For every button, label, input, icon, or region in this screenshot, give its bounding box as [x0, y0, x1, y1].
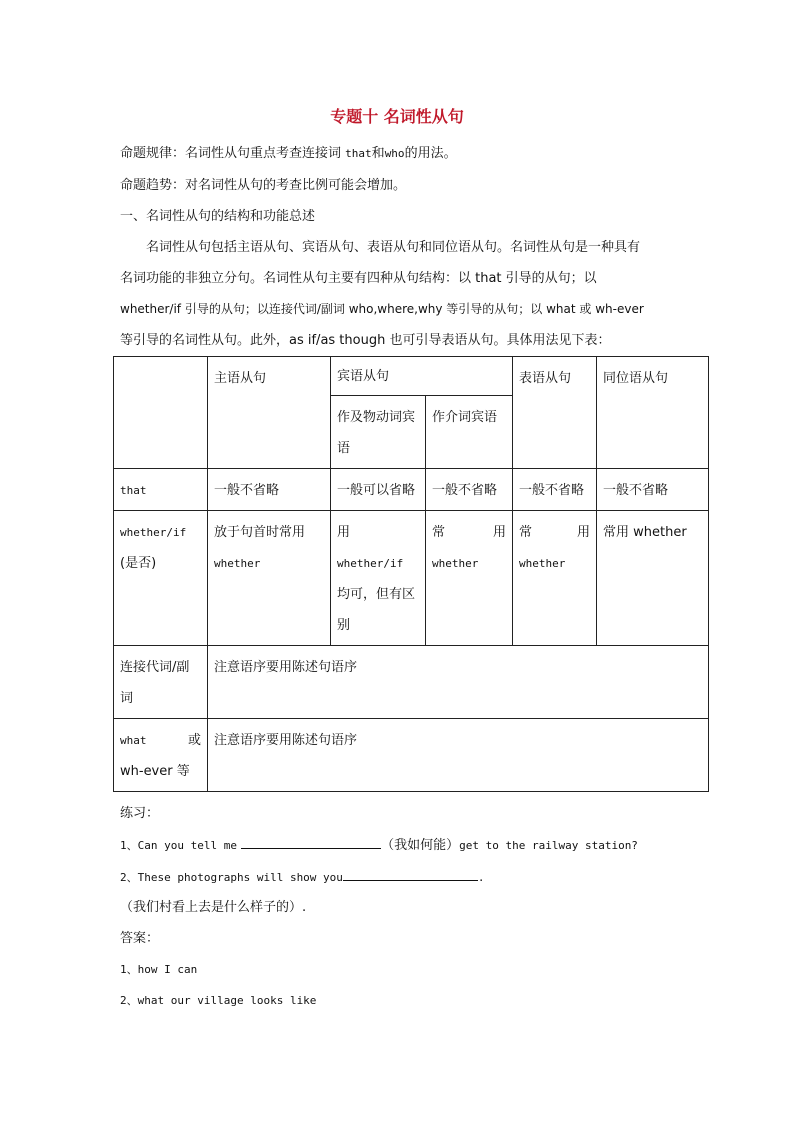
cell-object-prep	[426, 511, 513, 646]
row-label-line: wh-ever 等	[120, 764, 190, 779]
section-heading: 一、名词性从句的结构和功能总述	[120, 209, 316, 224]
cell-line: whether	[214, 557, 261, 570]
cell-word: 常	[519, 525, 533, 540]
table-row-connective	[114, 646, 709, 719]
table-row-that	[114, 469, 709, 511]
header-subject: 主语从句	[208, 357, 331, 469]
table-row-whether	[114, 511, 709, 646]
header-object-verb: 作及物动词宾语	[331, 396, 426, 469]
cell-object-prep: 一般不省略	[426, 469, 513, 511]
rule-text: 名词性从句重点考查连接词	[185, 146, 342, 161]
trend-line	[120, 177, 406, 195]
cell-note: 注意语序要用陈述句语序	[208, 646, 709, 719]
row-label: 连接代词/副词	[114, 646, 208, 719]
row-label-line	[120, 725, 201, 756]
question-text: 2、These photographs will show you	[120, 871, 343, 884]
rule-and: 和	[371, 146, 385, 161]
cell-predicative	[513, 511, 597, 646]
answer-blank[interactable]	[343, 868, 478, 881]
header-appositive: 同位语从句	[597, 357, 709, 469]
header-predicative: 表语从句	[513, 357, 597, 469]
cell-line: whether	[432, 557, 479, 570]
usage-table	[113, 356, 709, 792]
rule-end: 的用法。	[404, 146, 457, 161]
paragraph-line: 名词性从句包括主语从句、宾语从句、表语从句和同位语从句。名词性从句是一种具有	[146, 240, 641, 255]
cell-word: 用	[577, 525, 591, 540]
cell-line: 用	[337, 525, 351, 540]
header-object-prep: 作介词宾语	[426, 396, 513, 469]
rule-line	[120, 145, 457, 163]
table-row-what	[114, 719, 709, 792]
row-label-line: (是否)	[120, 556, 157, 571]
cell-line: whether	[519, 557, 566, 570]
question-2	[120, 868, 485, 887]
answer-blank[interactable]	[241, 836, 381, 849]
cell-object-verb: 一般可以省略	[331, 469, 426, 511]
question-hint: （我如何能）	[381, 838, 460, 853]
header-object: 宾语从句	[331, 357, 513, 396]
row-label	[114, 719, 208, 792]
cell-line	[432, 517, 506, 548]
paragraph-line: 名词功能的非独立分句。名词性从句主要有四种从句结构：以 that 引导的从句；以	[120, 271, 597, 286]
cell-word: 用	[493, 525, 507, 540]
cell-predicative: 一般不省略	[513, 469, 597, 511]
cell-appositive: 常用 whether	[597, 511, 709, 646]
row-label-line: whether/if	[120, 526, 187, 539]
rule-word-who: who	[384, 147, 405, 160]
rule-word-that: that	[345, 147, 372, 160]
question-text: 1、Can you tell me	[120, 839, 237, 852]
cell-subject	[208, 511, 331, 646]
cell-word: 常	[432, 525, 446, 540]
question-2-hint: （我们村看上去是什么样子的）.	[120, 900, 307, 915]
row-label-word: what	[120, 734, 147, 747]
question-text: get to the railway station?	[459, 839, 638, 852]
trend-label: 命题趋势：	[120, 178, 186, 193]
answer-1: 1、how I can	[120, 963, 198, 976]
practice-heading: 练习：	[120, 806, 160, 821]
row-label	[114, 511, 208, 646]
paragraph-line: whether/if 引导的从句；以连接代词/副词 who,where,why 等引导的从句；以 what 或 wh-ever	[120, 302, 644, 316]
answer-2: 2、what our village looks like	[120, 994, 317, 1007]
cell-object-verb	[331, 511, 426, 646]
cell-note: 注意语序要用陈述句语序	[208, 719, 709, 792]
trend-text: 对名词性从句的考查比例可能会增加。	[185, 178, 407, 193]
cell-line: whether/if	[337, 557, 404, 570]
question-1	[120, 836, 638, 855]
paragraph-line: 等引导的名词性从句。此外，as if/as though 也可引导表语从句。具体用法见下表：	[120, 333, 611, 348]
table-corner-cell	[114, 357, 208, 469]
answers-heading: 答案：	[120, 931, 160, 946]
row-label: that	[114, 469, 208, 511]
page-title: 专题十 名词性从句	[330, 107, 464, 126]
section-paragraph	[120, 232, 680, 356]
cell-line	[519, 517, 590, 548]
question-text: .	[477, 871, 485, 884]
cell-line: 放于句首时常用	[214, 525, 306, 540]
row-label-word: 或	[187, 733, 201, 748]
rule-label: 命题规律：	[120, 146, 186, 161]
cell-line: 均可，但有区别	[337, 587, 416, 633]
cell-appositive: 一般不省略	[597, 469, 709, 511]
table-header-row	[114, 357, 709, 396]
cell-subject: 一般不省略	[208, 469, 331, 511]
